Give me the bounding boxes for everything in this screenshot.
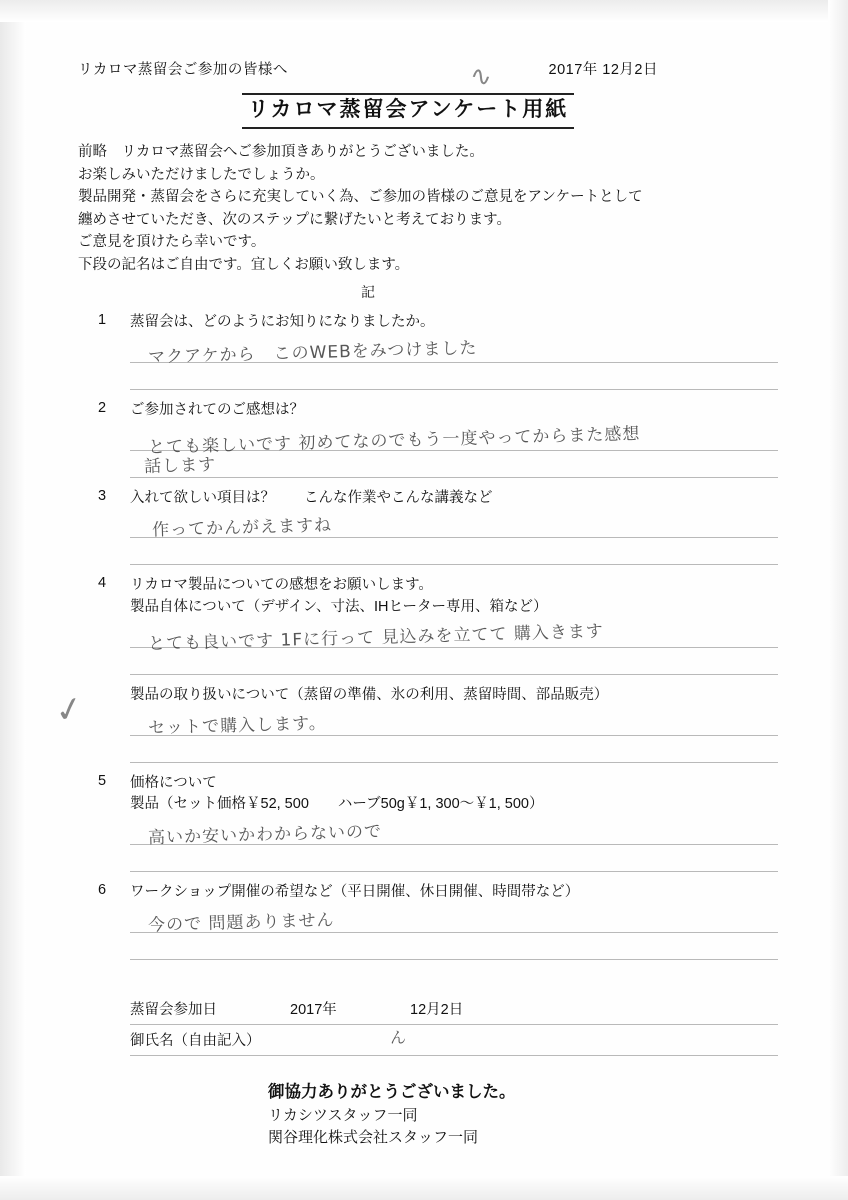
intro-line: 下段の記名はご自由です。宜しくお願い致します。	[78, 256, 410, 273]
answer-line[interactable]	[130, 906, 778, 936]
intro-paragraph	[78, 141, 778, 276]
question-text: リカロマ製品についての感想をお願いします。	[130, 577, 433, 594]
handwritten-answer-4b: セットで購入します。	[147, 713, 327, 739]
intro-line: 前略 リカロマ蒸留会へご参加頂きありがとうございました。	[78, 144, 484, 161]
scan-edge-top	[0, 0, 848, 22]
handwritten-answer-1: マクアケから このWEBをみつけました	[147, 338, 478, 368]
answer-lines-2[interactable]	[78, 424, 778, 478]
handwritten-answer-2a: とても楽しいです 初めてなのでもう一度やってからまた感想	[147, 423, 641, 458]
intro-line: ご意見を頂けたら幸いです。	[78, 234, 266, 251]
question-number: 5	[98, 772, 107, 789]
answer-lines-4[interactable]	[78, 621, 778, 675]
question-subtext-4b: 製品の取り扱いについて（蒸留の準備、氷の利用、蒸留時間、部品販売）	[130, 686, 609, 703]
closing-thanks: 御協力ありがとうございました。	[268, 1082, 516, 1101]
handwritten-signature: ん	[389, 1027, 408, 1048]
answer-line[interactable]	[130, 736, 778, 763]
scan-edge-right	[828, 0, 848, 1200]
handwritten-answer-4: とても良いです 1Fに行って 見込みを立てて 購入きます	[147, 621, 605, 655]
question-number: 6	[98, 882, 107, 899]
question-text: ワークショップ開催の希望など（平日開催、休日開催、時間帯など）	[130, 884, 580, 901]
question-number: 1	[98, 312, 107, 329]
answer-lines-1[interactable]	[78, 336, 778, 390]
handwritten-answer-3: 作ってかんがえますね	[151, 515, 333, 541]
closing-staff-1: リカシツスタッフ一同	[268, 1106, 418, 1124]
question-block-4	[78, 575, 778, 675]
answer-line[interactable]	[130, 648, 778, 675]
question-text: 蒸留会は、どのようにお知りになりましたか。	[130, 314, 435, 331]
answer-line[interactable]	[130, 933, 778, 960]
question-6	[78, 882, 778, 904]
scan-edge-bottom	[0, 1176, 848, 1200]
top-squiggle-mark: ∿	[468, 60, 494, 94]
answer-lines-6[interactable]	[78, 906, 778, 960]
question-block-3	[78, 488, 778, 566]
intro-line: 製品開発・蒸留会をさらに充実していく為、ご参加の皆様のご意見をアンケートとして	[78, 189, 643, 206]
question-block-2	[78, 400, 778, 478]
question-number: 4	[98, 575, 107, 592]
document-body	[78, 58, 778, 1150]
field-label: 御氏名（自由記入）	[130, 1033, 261, 1050]
answer-line[interactable]	[130, 538, 778, 565]
handwritten-answer-5: 高いか安いかわからないので	[147, 821, 383, 849]
question-number: 3	[98, 487, 107, 504]
field-row-attendance-date[interactable]	[130, 994, 778, 1025]
field-value-year: 2017年	[290, 1002, 337, 1019]
question-5	[78, 773, 778, 795]
page-title: リカロマ蒸留会アンケート用紙	[242, 93, 575, 129]
question-block-6	[78, 882, 778, 960]
handwritten-answer-2b: 話します	[143, 454, 217, 477]
closing-staff-2: 関谷理化株式会社スタッフ一同	[268, 1129, 479, 1147]
ki-marker: 記	[361, 284, 375, 301]
intro-line: お楽しみいただけましたでしょうか。	[78, 166, 325, 183]
answer-line[interactable]	[130, 336, 778, 368]
question-subtext-5: 製品（セット価格￥52, 500 ハーブ50g￥1, 300〜￥1, 500）	[130, 796, 544, 813]
answer-line[interactable]	[130, 451, 778, 478]
answer-lines-4b[interactable]	[78, 709, 778, 763]
answer-lines-5[interactable]	[78, 818, 778, 872]
title-wrap	[78, 93, 778, 129]
header-row	[78, 58, 778, 79]
question-text: 入れて欲しい項目は？ こんな作業やこんな講義など	[130, 489, 493, 506]
question-block-4b	[78, 685, 778, 763]
field-value-day: 12月2日	[410, 1002, 464, 1019]
answer-lines-3[interactable]	[78, 511, 778, 565]
question-subtext-4: 製品自体について（デザイン、寸法、IHヒーター専用、箱など）	[130, 599, 548, 616]
question-number: 2	[98, 399, 107, 416]
answer-line[interactable]	[130, 818, 778, 849]
scan-edge-left	[0, 0, 26, 1200]
answer-line[interactable]	[130, 511, 778, 541]
question-1	[78, 312, 778, 334]
question-2	[78, 400, 778, 422]
footer-fields	[78, 994, 778, 1056]
handwritten-answer-6: 今ので 問題ありません	[147, 910, 335, 936]
answer-line[interactable]	[130, 709, 778, 739]
answer-line[interactable]	[130, 845, 778, 872]
question-block-5	[78, 773, 778, 873]
addressee: リカロマ蒸留会ご参加の皆様へ	[78, 62, 288, 78]
intro-line: 纏めさせていただき、次のステップに繋げたいと考えております。	[78, 211, 511, 228]
closing-block	[78, 1080, 778, 1150]
answer-line[interactable]	[130, 363, 778, 390]
question-block-1	[78, 312, 778, 390]
answer-line[interactable]	[130, 423, 778, 458]
field-row-name[interactable]	[130, 1025, 778, 1056]
question-3	[78, 488, 778, 510]
question-text: 価格について	[130, 774, 217, 791]
left-check-mark: ✓	[51, 687, 88, 733]
document-date: 2017年 12月2日	[548, 62, 658, 78]
field-label: 蒸留会参加日	[130, 1002, 217, 1019]
question-text: ご参加されてのご感想は？	[130, 401, 304, 418]
answer-line[interactable]	[130, 621, 778, 655]
question-4	[78, 575, 778, 597]
